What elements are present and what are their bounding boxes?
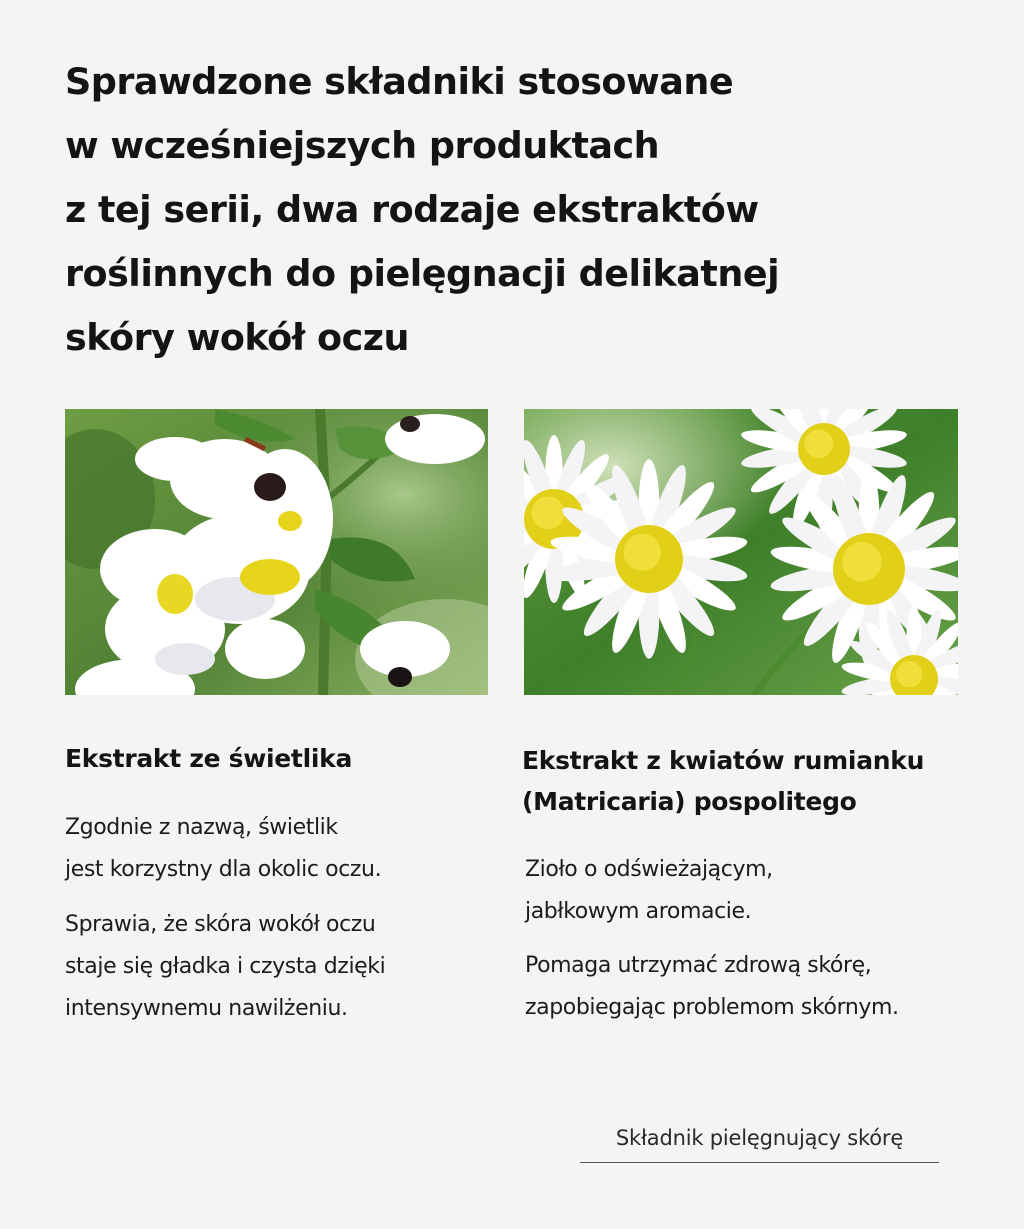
text-line: jest korzystny dla okolic oczu.	[65, 857, 382, 882]
title-line: Ekstrakt ze świetlika	[65, 744, 353, 773]
chamomile-description-2	[525, 945, 899, 1029]
chamomile-flower-icon	[524, 409, 958, 695]
headline-line: roślinnych do pielęgnacji delikatnej	[65, 252, 780, 295]
text-line: Zgodnie z nazwą, świetlik	[65, 815, 338, 840]
eyebright-flower-icon	[65, 409, 488, 695]
text-line: jabłkowym aromacie.	[525, 899, 752, 924]
chamomile-description-1	[525, 849, 773, 933]
text-line: Pomaga utrzymać zdrową skórę,	[525, 953, 872, 978]
chamomile-flower-photo	[524, 409, 958, 695]
text-line: intensywnemu nawilżeniu.	[65, 996, 348, 1021]
text-line: staje się gładka i czysta dzięki	[65, 954, 386, 979]
headline-line: Sprawdzone składniki stosowane	[65, 60, 734, 103]
title-line: Ekstrakt z kwiatów rumianku	[522, 746, 925, 775]
headline-line: z tej serii, dwa rodzaje ekstraktów	[65, 188, 759, 231]
eyebright-description-1	[65, 807, 381, 891]
eyebright-extract-title	[65, 738, 352, 779]
text-line: Zioło o odświeżającym,	[525, 857, 773, 882]
skin-care-ingredient-tag: Składnik pielęgnujący skórę	[580, 1116, 939, 1163]
page-headline	[65, 50, 965, 370]
text-line: Sprawia, że skóra wokół oczu	[65, 912, 376, 937]
eyebright-description-2	[65, 904, 385, 1030]
headline-line: skóry wokół oczu	[65, 316, 409, 359]
title-line: (Matricaria) pospolitego	[522, 787, 857, 816]
text-line: zapobiegając problemom skórnym.	[525, 995, 899, 1020]
chamomile-extract-title	[522, 740, 924, 822]
headline-line: w wcześniejszych produktach	[65, 124, 660, 167]
eyebright-flower-photo	[65, 409, 488, 695]
